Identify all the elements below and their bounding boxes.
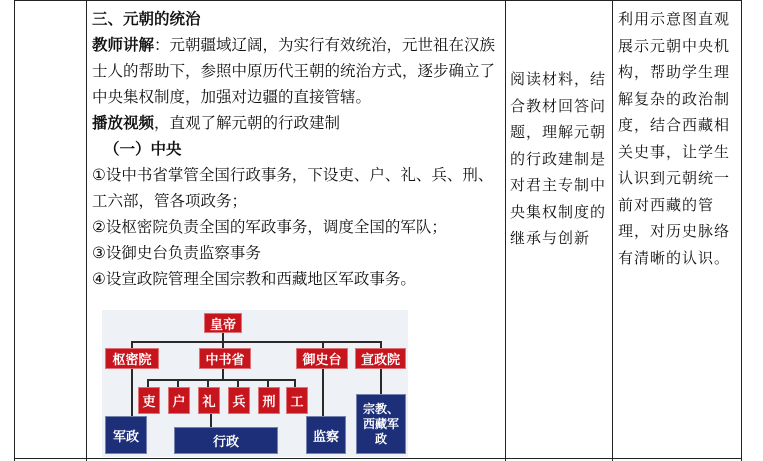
ministry-box: 兵 — [228, 387, 250, 414]
video-text: ，直观了解元朝的行政建制 — [154, 114, 341, 132]
design-intent-cell: 利用示意图直观展示元朝中央机构，帮助学生理解复杂的政治制度，结合西藏相关史事，让学生认识到元朝统一前对西藏的管理，对历史脉络有清晰的认识。 — [618, 10, 731, 267]
ministry-box: 礼 — [198, 387, 220, 414]
agency-box: 御史台 — [296, 348, 348, 369]
teaching-content-cell — [92, 6, 502, 292]
list-item: ③设御史台负责监察事务 — [92, 244, 261, 262]
ministry-box: 吏 — [138, 387, 160, 414]
central-government-diagram — [102, 310, 408, 457]
student-activity-cell: 阅读材料，结合教材回答问题，理解元朝的行政建制是对君主专制中央集权制度的继承与创新 — [510, 70, 607, 247]
ministry-box: 户 — [168, 387, 190, 414]
section-title: 三、元朝的统治 — [92, 10, 201, 28]
lecture-label: 教师讲解 — [92, 36, 155, 54]
lecture-text: ：元朝疆域辽阔，为实行有效统治，元世祖在汉族士人的帮助下，参照中原历代王朝的统治方式，逐步确立了中央集权制度，加强对边疆的直接管辖。 — [92, 36, 496, 106]
table-border-4 — [612, 0, 613, 461]
lecture-paragraph — [92, 32, 502, 110]
emperor-box: 皇帝 — [204, 313, 242, 333]
table-border-5 — [741, 0, 742, 461]
list-item: ①设中书省掌管全国行政事务，下设吏、户、礼、兵、刑、工六部，管各项政务； — [92, 166, 494, 210]
function-box: 监察 — [306, 416, 346, 454]
list-item: ②设枢密院负责全国的军政事务，调度全国的军队； — [92, 218, 447, 236]
agency-box: 中书省 — [199, 348, 251, 369]
function-box: 宗教、西藏军政 — [356, 394, 406, 454]
video-label: 播放视频 — [92, 114, 155, 132]
list-item: ④设宣政院管理全国宗教和西藏地区军政事务。 — [92, 270, 416, 288]
agency-box: 宣政院 — [355, 348, 406, 369]
agency-box: 枢密院 — [105, 348, 159, 369]
ministry-box: 工 — [286, 387, 308, 414]
ministry-box: 刑 — [258, 387, 280, 414]
table-border-1 — [14, 0, 15, 461]
function-box: 军政 — [105, 416, 147, 454]
table-border-3 — [505, 0, 506, 461]
table-border-2 — [86, 0, 87, 461]
sub-heading: （一）中央 — [104, 140, 182, 158]
function-box: 行政 — [174, 427, 278, 454]
table-top-border — [14, 0, 742, 1]
video-paragraph — [92, 110, 502, 136]
table-bottom-border — [14, 458, 742, 459]
